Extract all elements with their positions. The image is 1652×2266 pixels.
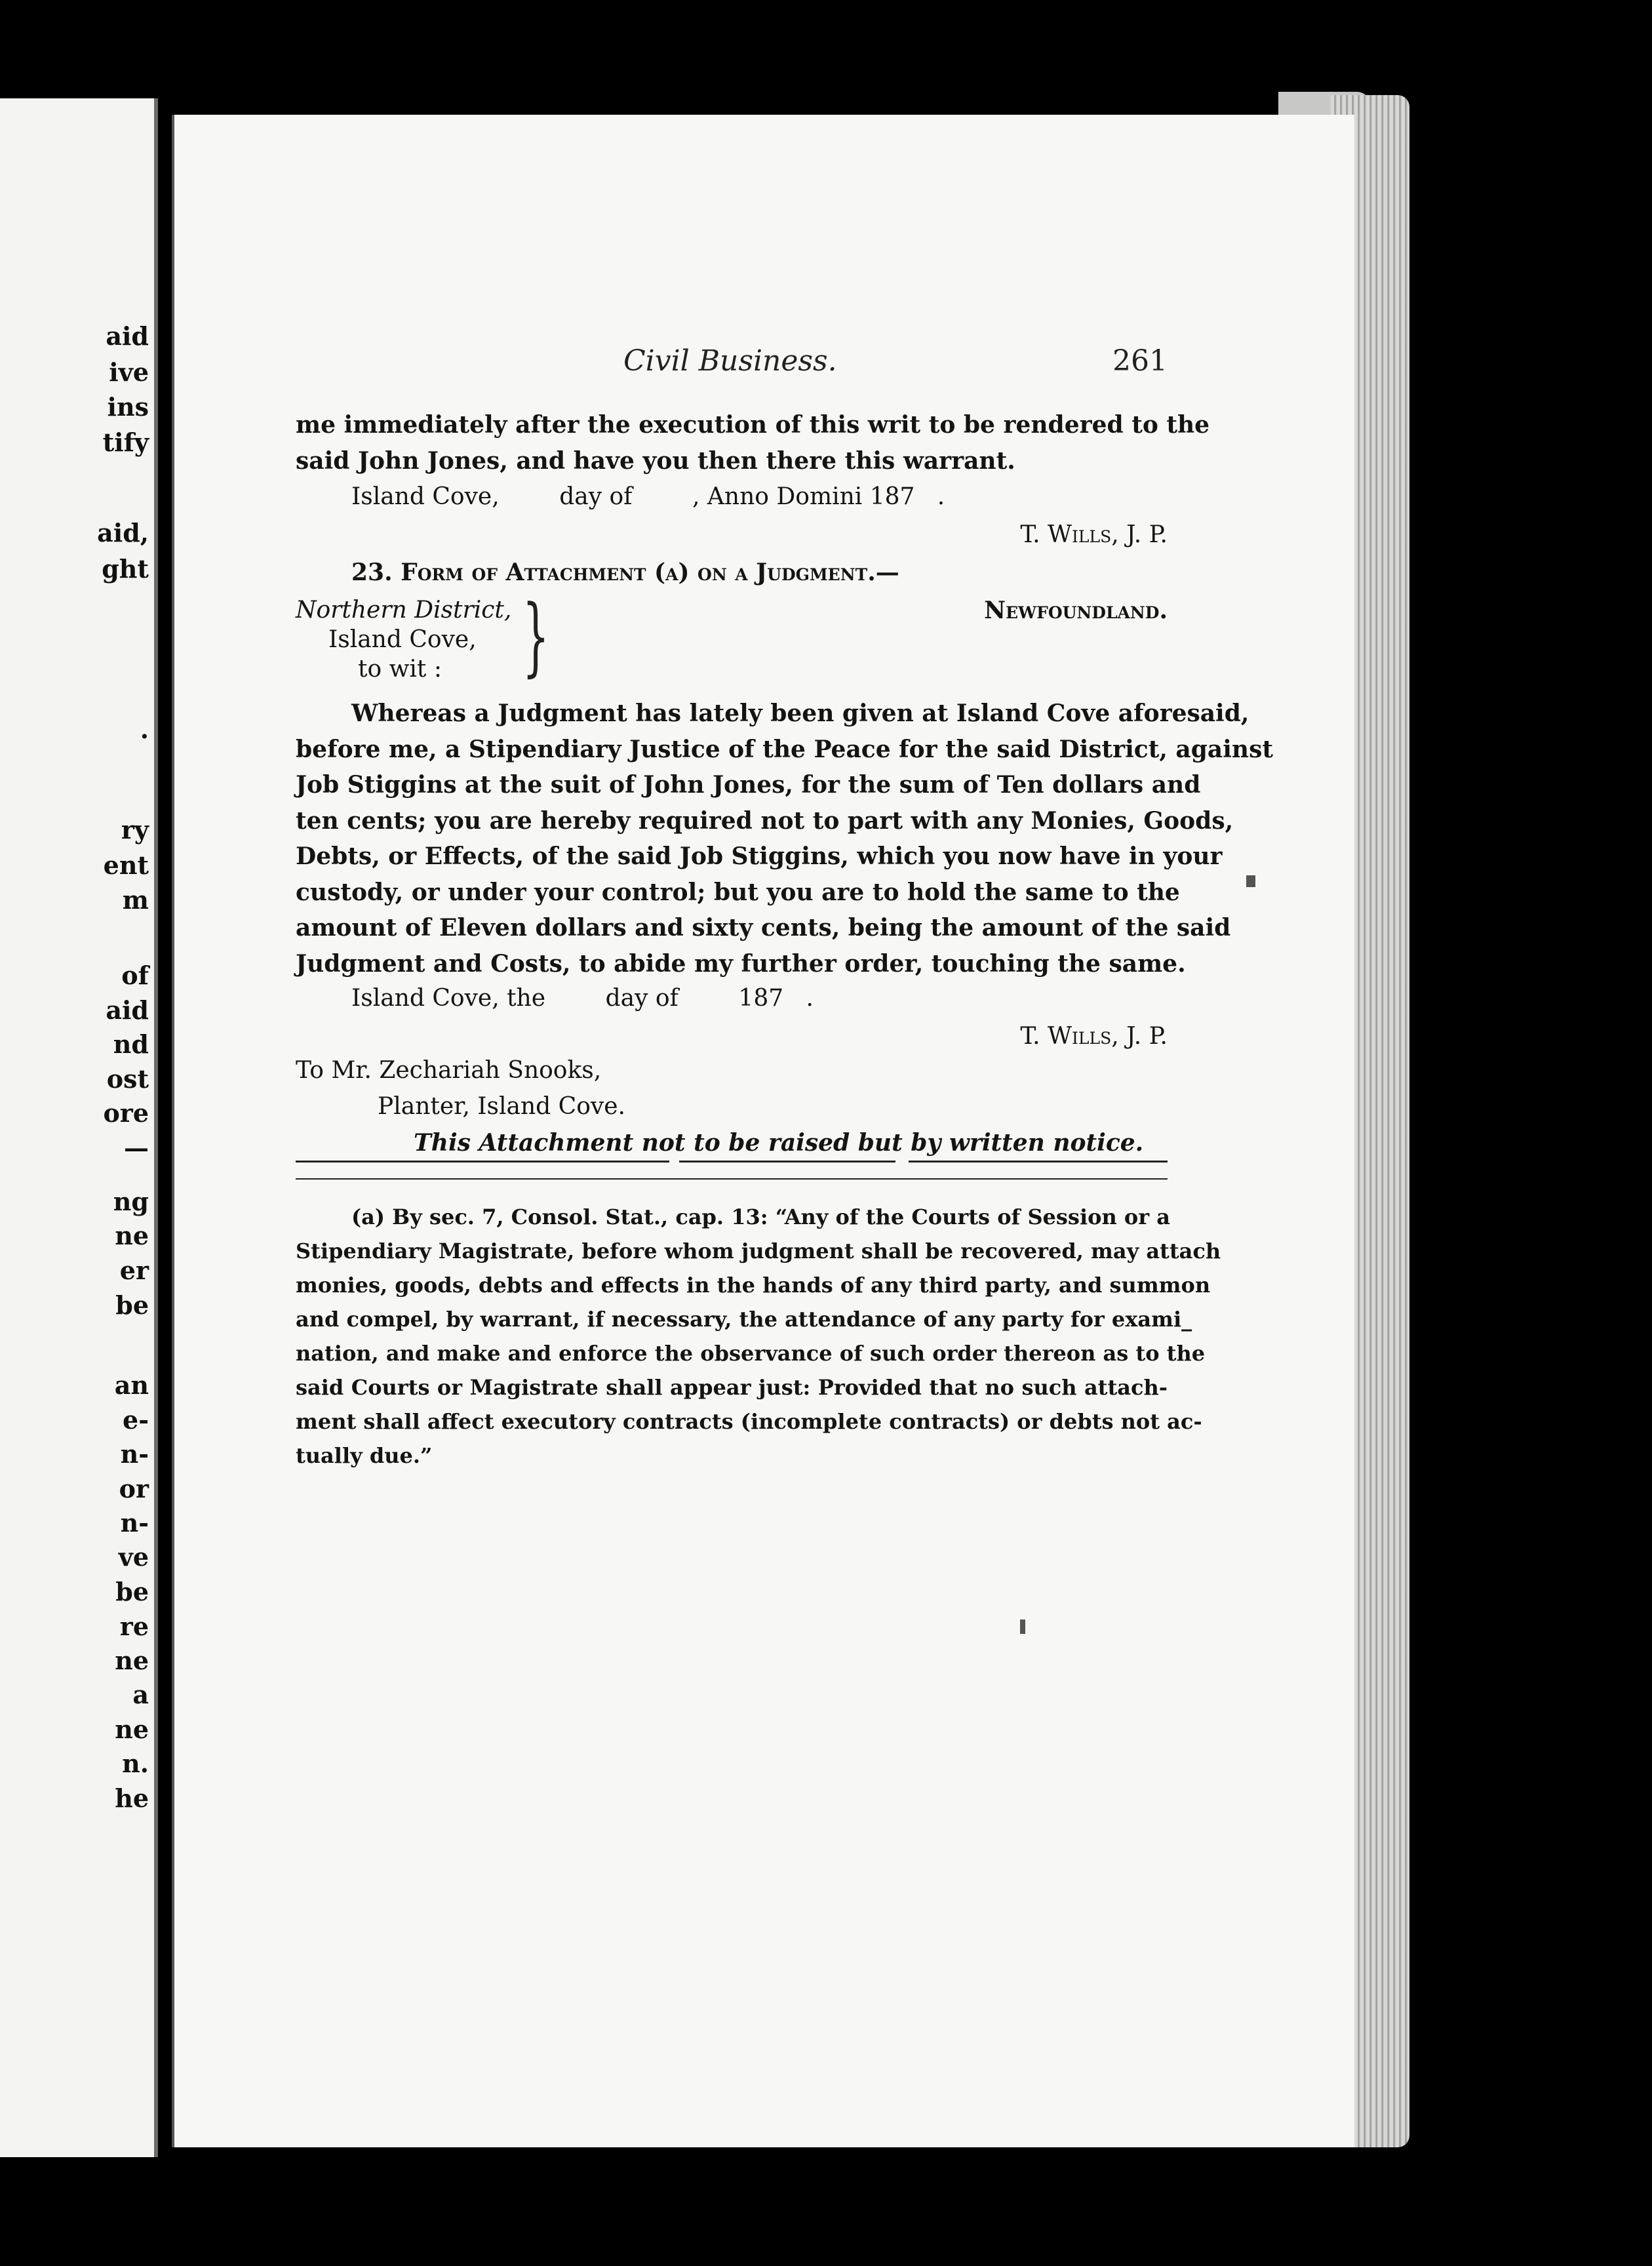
left-page-fragment: aid <box>106 995 149 1025</box>
venue-to-wit: to wit : <box>358 656 442 683</box>
left-page-fragment: e- <box>123 1405 149 1435</box>
jurisdiction: Newfoundland. <box>984 597 1168 624</box>
venue-brace: } <box>522 586 550 686</box>
left-page-fragment: be <box>115 1577 149 1606</box>
addressee-line-2: Planter, Island Cove. <box>378 1093 625 1120</box>
body-line: Job Stiggins at the suit of John Jones, for the sum of Ten dollars and <box>296 771 1201 799</box>
separator-rule <box>679 1161 895 1163</box>
signature: T. Wills, J. P. <box>1020 521 1168 548</box>
footnote-line: ment shall affect executory contracts (incomplete contracts) or debts not ac- <box>296 1409 1202 1434</box>
book-page <box>172 115 1354 2147</box>
footnote-line: monies, goods, debts and effects in the hands of any third party, and summon <box>296 1273 1211 1298</box>
left-page-fragment: ive <box>109 357 149 387</box>
left-page-fragment: ght <box>102 554 149 584</box>
footnote-line: Stipendiary Magistrate, before whom judgment shall be recovered, may attach <box>296 1239 1221 1263</box>
left-page-fragment: re <box>119 1612 149 1641</box>
left-facing-page <box>0 98 158 2157</box>
left-page-fragment: ore <box>103 1098 149 1128</box>
scan-speck <box>1246 875 1255 887</box>
footnote-line: (a) By sec. 7, Consol. Stat., cap. 13: “Any of the Courts of Session or a <box>351 1204 1170 1229</box>
left-page-fragment: ost <box>106 1064 149 1094</box>
body-line: amount of Eleven dollars and sixty cents, being the amount of the said <box>296 914 1231 942</box>
left-page-fragment: ry <box>121 815 149 845</box>
closing-date-line: Island Cove, the day of 187 . <box>351 985 814 1012</box>
left-page-fragment: aid <box>106 321 149 351</box>
running-head <box>296 344 1168 384</box>
left-page-fragment: ne <box>115 1646 149 1675</box>
footnote-line: said Courts or Magistrate shall appear just: Provided that no such attach- <box>296 1375 1168 1400</box>
left-page-fragment: — <box>124 1133 149 1163</box>
left-page-fragment: n- <box>120 1508 149 1538</box>
body-line: before me, a Stipendiary Justice of the Peace for the said District, against <box>296 735 1273 763</box>
left-page-fragment: be <box>115 1290 149 1320</box>
body-line: Debts, or Effects, of the said Job Stiggins, which you now have in your <box>296 843 1223 870</box>
left-page-fragment: n- <box>120 1439 149 1469</box>
left-page-fragment: a <box>132 1680 149 1709</box>
left-page-fragment: ne <box>115 1715 149 1744</box>
running-head-title: Civil Business. <box>623 344 837 378</box>
left-page-fragment: er <box>119 1256 149 1285</box>
left-page-fragment: ins <box>107 392 149 422</box>
body-line: Whereas a Judgment has lately been given at Island Cove aforesaid, <box>351 700 1249 727</box>
left-page-fragment: nd <box>113 1029 149 1059</box>
left-page-fragment: ng <box>113 1187 149 1216</box>
left-page-fragment: ve <box>118 1542 149 1572</box>
form-heading: 23. Form of Attachment (a) on a Judgment.— <box>351 559 899 586</box>
left-page-fragment: m <box>122 885 149 915</box>
body-line: custody, or under your control; but you are to hold the same to the <box>296 878 1180 906</box>
left-page-fragment: ne <box>115 1221 149 1250</box>
footnote-line: tually due.” <box>296 1443 433 1468</box>
continuation-line: said John Jones, and have you then there this warrant. <box>296 447 1015 475</box>
scan-speck <box>1020 1620 1025 1634</box>
separator-rule <box>909 1161 1168 1163</box>
left-page-fragment: he <box>115 1783 149 1813</box>
date-line: Island Cove, day of , Anno Domini 187 . <box>351 483 945 510</box>
venue-district: Northern District, <box>296 597 512 624</box>
body-line: Judgment and Costs, to abide my further order, touching the same. <box>296 949 1186 978</box>
left-page-fragment: aid, <box>97 518 149 547</box>
left-page-fragment: of <box>121 961 149 990</box>
closing-signature: T. Wills, J. P. <box>1020 1023 1168 1050</box>
footnote-line: and compel, by warrant, if necessary, the attendance of any party for exami_ <box>296 1307 1192 1332</box>
page-number: 261 <box>1112 344 1168 378</box>
left-page-fragment: tify <box>102 427 149 457</box>
left-page-fragment: ent <box>103 850 149 880</box>
left-page-fragment: an <box>114 1370 149 1400</box>
venue-place: Island Cove, <box>328 626 477 653</box>
footnote-rule <box>296 1178 1168 1180</box>
attachment-notice: This Attachment not to be raised but by written notice. <box>414 1129 1144 1157</box>
left-page-fragment: or <box>119 1474 149 1503</box>
addressee: To Mr. Zechariah Snooks, <box>296 1057 602 1084</box>
continuation-line: me immediately after the execution of this writ to be rendered to the <box>296 411 1210 439</box>
left-page-fragment: n. <box>122 1749 149 1778</box>
body-line: ten cents; you are hereby required not to part with any Monies, Goods, <box>296 806 1234 835</box>
separator-rule <box>296 1161 669 1163</box>
footnote-line: nation, and make and enforce the observance of such order thereon as to the <box>296 1341 1206 1366</box>
left-page-fragment: . <box>140 715 149 744</box>
